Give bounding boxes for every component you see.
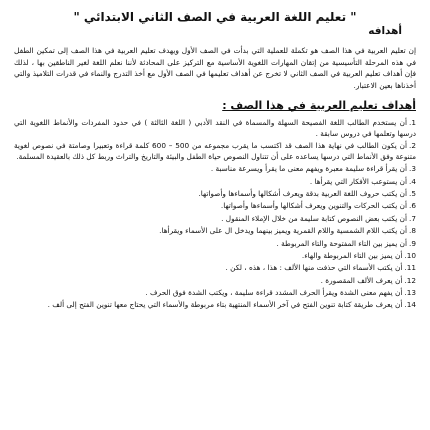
list-item-text: أن يكتب الأسماء التي حذفت منها الألف : هذا ، هذه ، لكن .: [225, 263, 403, 273]
list-item-text: أن يعرف طريقة كتابة تنوين الفتح في آخر الأسماء المنتهية بتاء مربوطة والأسماء التي يحتاج معها تنوين الفتح إلى ألف .: [47, 300, 403, 310]
list-item: [14, 276, 416, 287]
section-heading: [10, 99, 416, 112]
document-title: " تعليم اللغة العربية في الصف الثاني الابتدائي ": [73, 10, 357, 24]
list-item-number: 3.: [409, 164, 416, 174]
list-item: [14, 214, 416, 225]
list-item-text: أن يستخدم الطالب اللغة الفصيحة السهلة والمسماة في النقد الأدبي ( اللغة الثالثة ) في حدود المفردات والأنماط اللغوية التي درسها وتعلمها في دروس سابقة .: [14, 118, 416, 139]
intro-paragraph: إن تعليم العربية في هذا الصف هو تكملة للعملية التي بدأت في الصف الأول ويهدف تعليم العربية في هذا الصف إلى تمكين الطفل في هذه المرحلة التأسيسية من إتقان المهارات اللغوية الأساسية مع التركيز على المحادثة لأننا نعلم اللغة لغير الناطقين بها ، لذلك فإن أهداف تعليم العربية في الصف الثاني لا تخرج عن أهداف تعليمها في الصف الأول مع أخذ التدرج والنماء في قدرات التلاميذ والتي أخذناها بعين الاعتبار.: [14, 46, 416, 90]
list-item-number: 5.: [409, 189, 416, 199]
list-item-text: أن يقرأ قراءة سليمة معبرة ويفهم معنى ما يقرأ ويسرعة مناسبة .: [210, 164, 408, 174]
list-item-number: 4.: [409, 176, 416, 186]
list-item-number: 10.: [404, 250, 416, 260]
list-item-number: 7.: [409, 213, 416, 223]
list-item-number: 13.: [404, 288, 416, 298]
list-item-text: أن يفهم معنى الشدة ويقرأ الحرف المشدد قراءة سليمة ، ويكتب الشدة فوق الحرف .: [145, 288, 403, 298]
list-item: [14, 226, 416, 237]
list-item: [14, 288, 416, 299]
list-item-text: أن يكون الطالب في نهاية هذا الصف قد اكتسب ما يقرب مجموعه من 500 – 600 كلمة قراءة وتعبيرا وصامتة في نصوص لغوية متنوعة وفق الأنماط التي درسها يساعده على أن تتناول النصوص حياة الطفل والبيئة والتاريخ والتراث وربط كل ذلك بالعقيدة المسلمة.: [14, 141, 416, 161]
list-item-text: أن يكتب بعض النصوص كتابة سليمة من خلال الإملاء المنقول .: [221, 213, 408, 223]
list-item-number: 11.: [404, 263, 416, 273]
list-item: [14, 177, 416, 188]
list-item-number: 12.: [404, 275, 416, 285]
list-item-number: 9.: [409, 238, 416, 248]
list-item-number: 8.: [409, 226, 416, 236]
document-subtitle: أهدافه: [368, 25, 402, 38]
list-item: [14, 251, 416, 262]
list-item: [14, 201, 416, 212]
list-item: [14, 164, 416, 175]
list-item: [14, 141, 416, 162]
list-item-number: 1.: [409, 118, 416, 128]
objectives-list: [10, 118, 420, 311]
list-item: [14, 189, 416, 200]
list-item: [14, 118, 416, 139]
section-heading-text: أهداف تعليم العربية في هذا الصف :: [222, 99, 416, 113]
list-item: [14, 300, 416, 311]
list-item-number: 14.: [404, 300, 416, 310]
list-item-number: 6.: [409, 201, 416, 211]
list-item-text: أن يستوعب الأفكار التي يقرأها .: [309, 176, 408, 186]
list-item-text: أن يكتب حروف اللغة العربية بدقة ويعرف أشكالها وأسماءها وأصواتها.: [198, 189, 408, 199]
list-item-text: أن يميز بين التاء المربوطة والهاء.: [301, 250, 403, 260]
list-item: [14, 263, 416, 274]
list-item-text: أن يكتب اللام الشمسية واللام القمرية ويميز بينهما ويدخل ال على الأسماء ويقرأها.: [159, 226, 408, 236]
list-item-text: أن يكتب الحركات والتنوين ويعرف أشكالها وأسماءها وأصواتها.: [220, 201, 408, 211]
list-item: [14, 239, 416, 250]
list-item-text: أن يعرف الألف المقصورة .: [320, 275, 403, 285]
list-item-number: 2.: [409, 141, 417, 151]
list-item-text: أن يميز بين التاء المفتوحة والتاء المربوطة .: [276, 238, 408, 248]
